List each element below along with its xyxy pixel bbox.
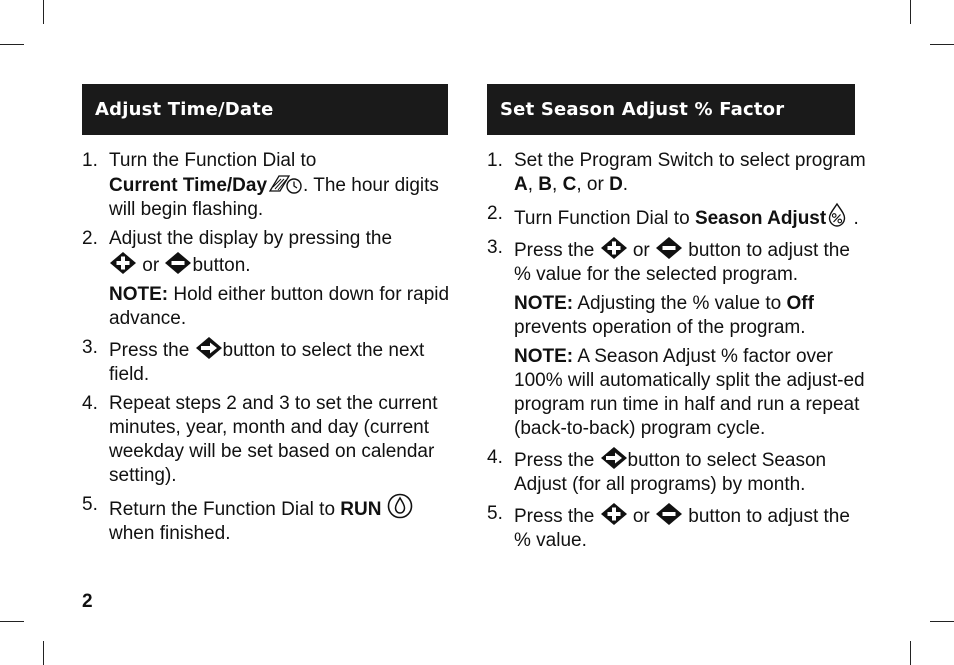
season-adjust-percent-icon [826, 202, 848, 228]
next-arrow-button-icon [600, 446, 628, 470]
list-item: 5. Press the or button to adjust the % value. [487, 503, 850, 551]
note: NOTE: A Season Adjust % factor over 100% will automatically split the adjust-ed program run time in half and run a repeat (back-to-back) program cycle. [514, 346, 865, 439]
crop-mark [43, 641, 44, 665]
crop-mark [0, 44, 24, 45]
minus-button-icon [655, 502, 683, 526]
list-item: 3. Press the or button to adjust the % value for the selected program. NOTE: Adjusting the % value to Off prevents operation of the program. NOTE: A Season Adjust % factor over 100% will automatically split the adjust-ed program run time in half and run a repeat (back-to-back) program cycle. [487, 236, 872, 441]
adjust-time-date-section [82, 84, 467, 551]
list-item: 2. Turn Function Dial to Season Adjust . [487, 203, 859, 229]
list-item: 5. Return the Function Dial to RUN when finished. [82, 493, 467, 546]
list-item: 3. Press the button to select the next field. [82, 337, 425, 385]
plus-button-icon [600, 502, 628, 526]
page-number: 2 [82, 591, 93, 612]
list-item: 2. Adjust the display by pressing the or button. NOTE: Hold either button down for rapid advance. [82, 227, 467, 331]
steps-list [82, 149, 467, 546]
note: NOTE: Adjusting the % value to Off prevents operation of the program. [514, 293, 814, 338]
section-header: Set Season Adjust % Factor [487, 84, 855, 135]
season-adjust-section [487, 84, 872, 558]
steps-list [487, 149, 872, 553]
note: NOTE: Hold either button down for rapid advance. [109, 284, 450, 329]
crop-mark [0, 621, 24, 622]
minus-button-icon [655, 236, 683, 260]
list-item: 4. Repeat steps 2 and 3 to set the current minutes, year, month and day (current weekday will be set based on calendar setting). [82, 393, 438, 486]
plus-button-icon [600, 236, 628, 260]
crop-mark [910, 641, 911, 665]
plus-button-icon [109, 251, 137, 275]
crop-mark [910, 0, 911, 24]
run-drop-icon [387, 493, 413, 519]
crop-mark [930, 44, 954, 45]
list-item: 1. Turn the Function Dial to Current Time/Day . The hour digits will begin flashing. [82, 150, 439, 220]
current-time-day-icon [267, 173, 303, 195]
section-header: Adjust Time/Date [82, 84, 448, 135]
minus-button-icon [164, 251, 192, 275]
crop-mark [930, 621, 954, 622]
list-item: 1. Set the Program Switch to select program A, B, C, or D. [487, 150, 866, 195]
next-arrow-button-icon [195, 336, 223, 360]
list-item: 4. Press the button to select Season Adjust (for all programs) by month. [487, 447, 827, 495]
crop-mark [43, 0, 44, 24]
